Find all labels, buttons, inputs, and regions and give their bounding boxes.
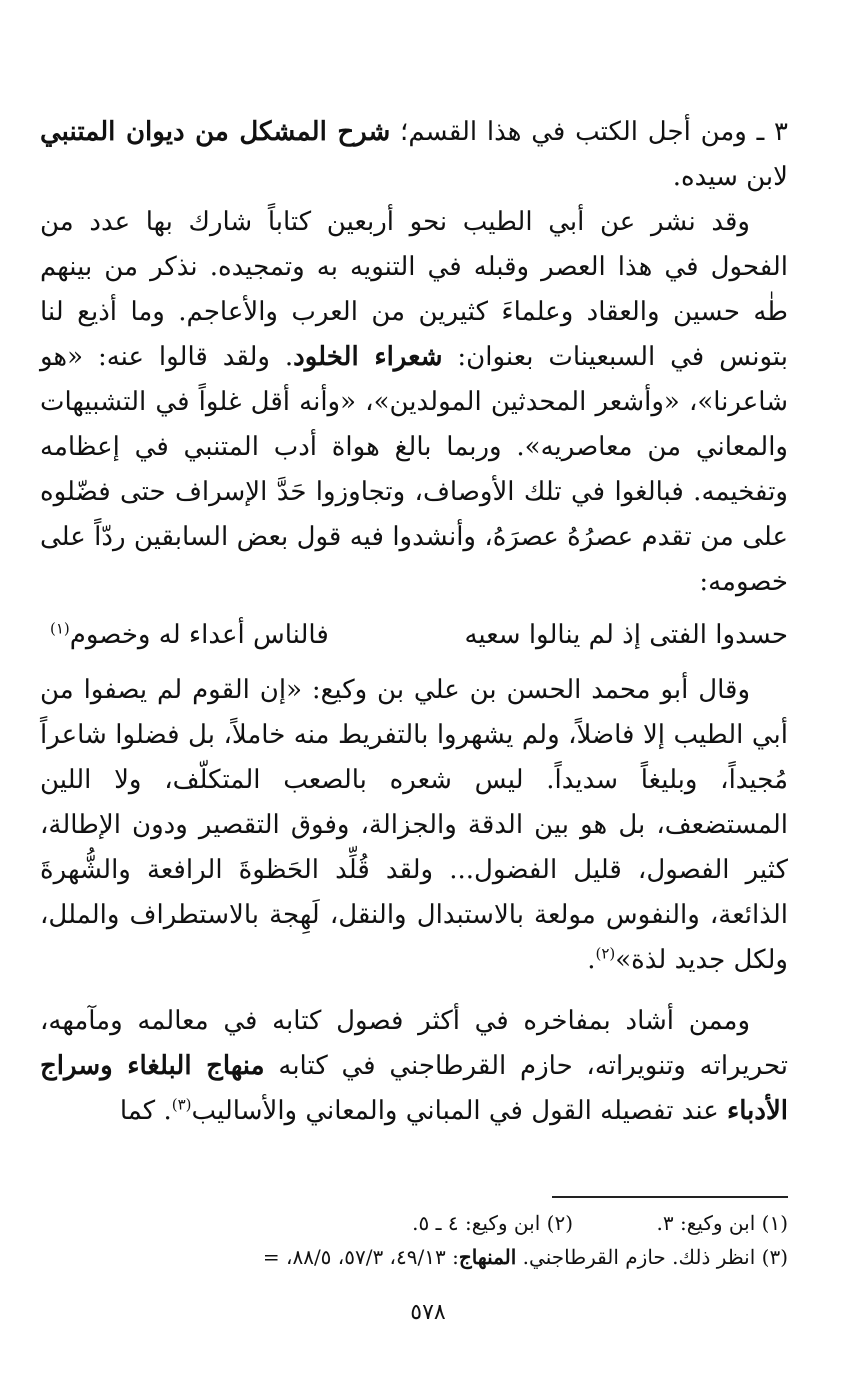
footnote-ref-1: (١) <box>50 619 70 638</box>
paragraph-4 <box>40 999 788 1134</box>
paragraph-3 <box>40 668 788 983</box>
paragraph-4-text-a: وممن أشاد بمفاخره في أكثر فصول كتابه في معالمه ومآمهه، تحريراته وتنويراته، حازم القرطاجني في كتابه <box>40 1006 788 1081</box>
paragraph-2-text-b: . ولقد قالوا عنه: «هو شاعرنا»، «وأشعر المحدثين المولدين»، «وأنه أقل غلواً في التشبيهات والمعاني من معاصريه». وربما بالغ هواة أدب المتنبي في إعظامه وتفخيمه. فبالغوا في تلك الأوصاف، وتجاوزوا حَدَّ الإسراف حتى فضّلوه على من تقدم عصرُهُ عصرَهُ، وأنشدوا فيه قول بعض السابقين ردّاً على خصومه: <box>40 342 788 597</box>
paragraph-4-text-b: عند تفصيله القول في المباني والمعاني والأساليب <box>191 1096 727 1126</box>
paragraph-1 <box>40 110 788 200</box>
footnotes <box>18 1206 788 1274</box>
paragraph-1-end: لابن سيده. <box>672 162 788 192</box>
book-title-shuara-al-khulud: شعراء الخلود <box>293 342 443 372</box>
footnote-ref-3: (٣) <box>171 1095 192 1114</box>
paragraph-2 <box>40 200 788 605</box>
paragraph-4-end: . كما <box>119 1096 172 1126</box>
body-text <box>40 110 788 1134</box>
poetry-verse <box>40 613 788 658</box>
paragraph-3-end: . <box>587 945 596 975</box>
verse-second-hemistich <box>50 613 329 658</box>
book-title-minhaj-al-bulagha: منهاج البلغاء وسراج الأدباء <box>40 1051 788 1126</box>
footnote-1: (١) ابن وكيع: ٣. <box>656 1211 788 1235</box>
paragraph-1-text: ٣ ـ ومن أجل الكتب في هذا القسم؛ <box>390 117 788 147</box>
footnote-2: (٢) ابن وكيع: ٤ ـ ٥. <box>412 1211 573 1235</box>
verse-first-hemistich: حسدوا الفتى إذ لم ينالوا سعيه <box>464 620 788 650</box>
footnote-3-book-title: المنهاج <box>458 1245 517 1269</box>
footnote-3-text-a: (٣) انظر ذلك. حازم القرطاجني. <box>516 1245 788 1269</box>
footnote-separator <box>552 1196 788 1198</box>
page-number: ٥٧٨ <box>410 1300 446 1325</box>
footnote-3 <box>18 1240 788 1274</box>
footnote-row-1 <box>18 1206 788 1240</box>
paragraph-2-text-a: وقد نشر عن أبي الطيب نحو أربعين كتاباً شارك بها عدد من الفحول في هذا العصر وقبله في التنويه به وتمجيده. نذكر من بينهم طٰه حسين والعقاد وعلماءَ كثيرين من العرب والأعاجم. وما أذيع لنا بتونس في السبعينات بعنوان: <box>40 207 789 372</box>
book-title-sharh-al-mushkil: شرح المشكل من ديوان المتنبي <box>40 117 391 147</box>
footnote-3-text-b: : ٤٩/١٣، ٥٧/٣، ٨٨/٥، = <box>262 1245 459 1269</box>
verse-second-hemistich-text: فالناس أعداء له وخصوم <box>69 620 329 650</box>
paragraph-3-text: وقال أبو محمد الحسن بن علي بن وكيع: «إن القوم لم يصفوا من أبي الطيب إلا فاضلاً، ولم يشهروا بالتفريط منه خاملاً، بل فضلوا شاعراً مُجيداً، وبليغاً سديداً. ليس شعره بالصعب المتكلّف، ولا اللين المستضعف، بل هو بين الدقة والجزالة، وفوق التقصير ودون الإطالة، كثير الفصول، قليل الفضول... ولقد قُلِّد الحَظوةَ الرافعة والشُّهرةَ الذائعة، والنفوس مولعة بالاستبدال والنقل، لَهِجة بالاستطراف والملل، ولكل جديد لذة» <box>40 675 788 975</box>
footnote-ref-2: (٢) <box>595 944 616 963</box>
